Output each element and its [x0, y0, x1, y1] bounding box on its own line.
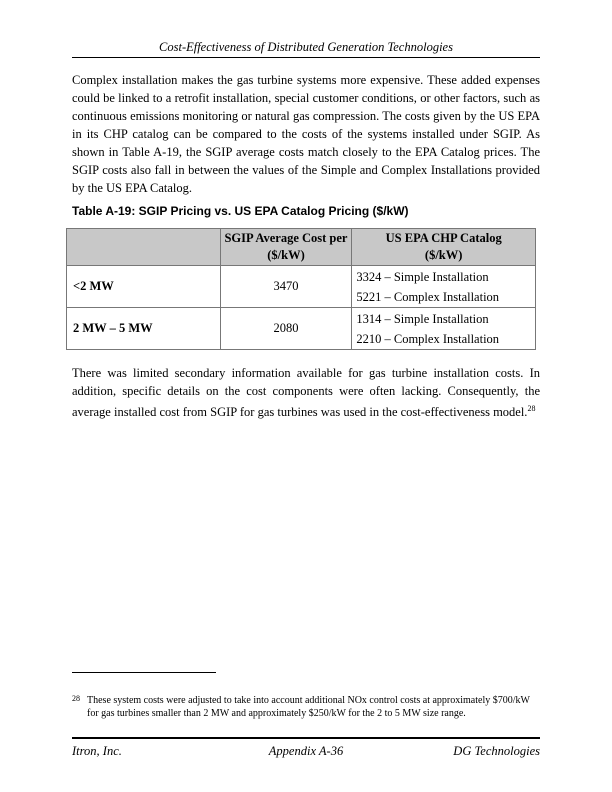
table-header-row — [67, 229, 536, 266]
footer-rule — [72, 737, 540, 739]
footer-right: DG Technologies — [453, 744, 540, 758]
epa-complex: 2210 – Complex Installation — [356, 331, 500, 346]
footnote-rule — [72, 672, 216, 673]
header-blank — [67, 229, 221, 266]
paragraph-1: Complex installation makes the gas turbine systems more expensive. These added expenses could be linked to a retrofit installation, special customer conditions, or other factors, such as continuous emissions monitoring or natural gas compression. The costs given by the US EPA in its CHP catalog can be compared to the costs of the systems installed under SGIP. As shown in Table A-19, the SGIP average costs match closely to the EPA Catalog prices. The SGIP costs also fall in between the values of the Simple and Complex Installations provided by the US EPA Catalog. — [72, 73, 540, 195]
row-epa — [352, 266, 536, 308]
pricing-table — [66, 228, 536, 350]
row-size: 2 MW – 5 MW — [67, 308, 221, 350]
epa-simple: 1314 – Simple Installation — [356, 311, 489, 326]
footer-left: Itron, Inc. — [72, 744, 122, 758]
footer-center: Appendix A-36 — [268, 744, 344, 758]
table-row — [67, 266, 536, 308]
header-rule — [72, 57, 540, 58]
header-sgip-line2: ($/kW) — [267, 248, 305, 262]
footnote — [72, 694, 540, 720]
paragraph-2-text: There was limited secondary information available for gas turbine installation costs. In addition, specific details on the cost components were often lacking. Consequently, the average installed cost from SGIP for gas turbines was used in the cost-effectiveness model. — [72, 366, 540, 420]
footnote-number: 28 — [72, 694, 80, 703]
table-row — [67, 308, 536, 350]
paragraph-2 — [72, 364, 540, 421]
running-header: Cost-Effectiveness of Distributed Generation Technologies — [159, 40, 453, 54]
header-sgip — [220, 229, 352, 266]
row-sgip: 3470 — [220, 266, 352, 308]
header-epa-line2: ($/kW) — [424, 248, 463, 262]
header-sgip-line1: SGIP Average Cost per — [224, 231, 348, 245]
footnote-text: These system costs were adjusted to take into account additional NOx control costs at approximately $700/kW for gas turbines smaller than 2 MW and approximately $250/kW for the 2 to 5 MW size range. — [87, 695, 530, 719]
epa-simple: 3324 – Simple Installation — [356, 269, 489, 284]
epa-complex: 5221 – Complex Installation — [356, 289, 500, 304]
row-sgip: 2080 — [220, 308, 352, 350]
footnote-ref: 28 — [527, 404, 536, 413]
row-size: <2 MW — [67, 266, 221, 308]
header-epa — [352, 229, 536, 266]
table-title: Table A-19: SGIP Pricing vs. US EPA Catalog Pricing ($/kW) — [72, 204, 409, 218]
row-epa — [352, 308, 536, 350]
header-epa-line1: US EPA CHP Catalog — [385, 231, 502, 245]
